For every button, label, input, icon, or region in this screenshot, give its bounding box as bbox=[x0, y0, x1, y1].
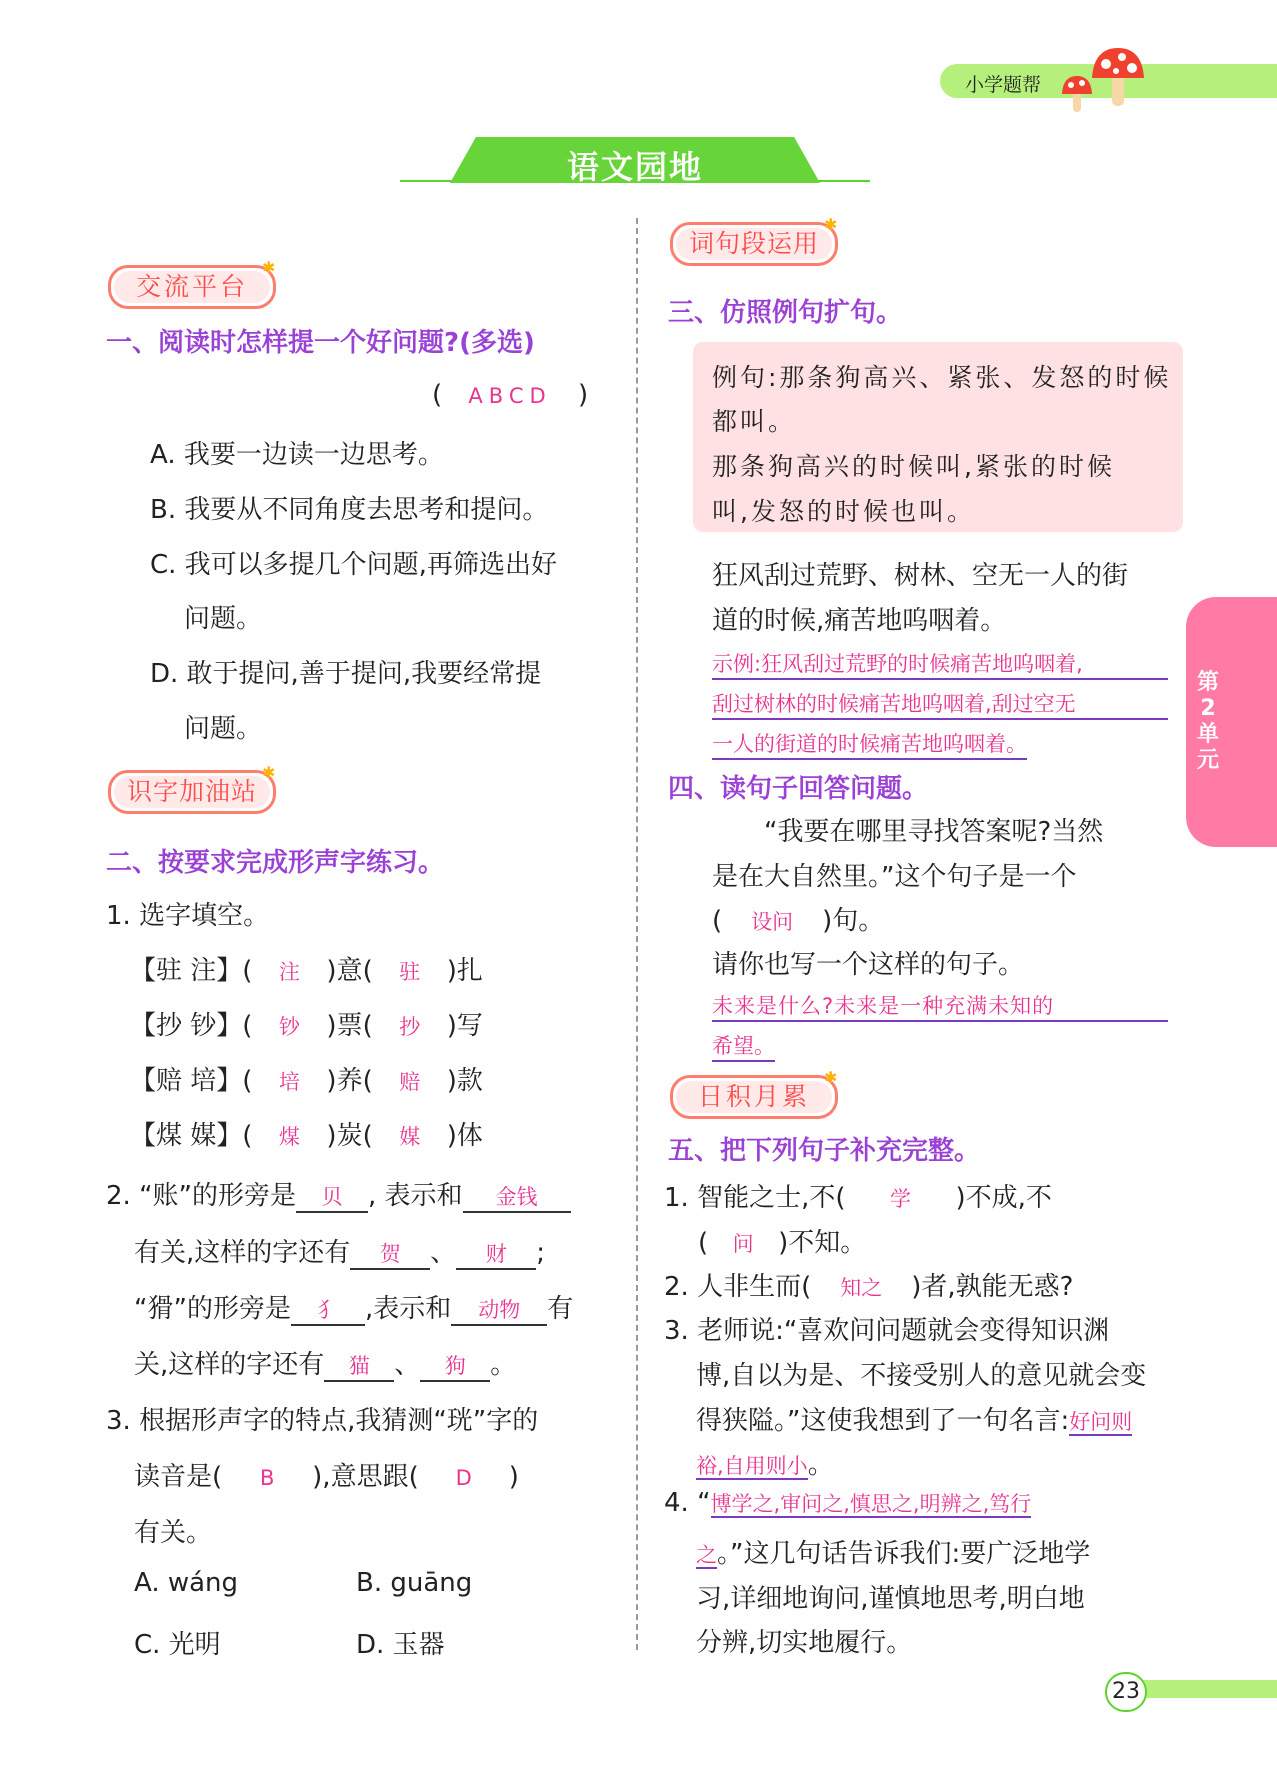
q3-sentence-line1: 狂风刮过荒野、树林、空无一人的街 bbox=[712, 561, 1129, 591]
q1-answer: ABCD bbox=[468, 384, 552, 408]
q1-option-c: C. 我可以多提几个问题,再筛选出好 bbox=[150, 550, 557, 580]
mushroom-icon bbox=[1090, 46, 1146, 108]
q2-part-3-line3: 有关。 bbox=[134, 1518, 213, 1548]
q2-row-2: 【抄 钞】( 钞 )票( 抄 )写 bbox=[130, 1011, 483, 1041]
brand-label: 小学题帮 bbox=[965, 74, 1042, 96]
q1-option-c-cont: 问题。 bbox=[184, 604, 263, 634]
q1-option-a: A. 我要一边读一边思考。 bbox=[150, 440, 444, 470]
q2-part-2-line2: 有关,这样的字还有 贺 、 财 ; bbox=[134, 1238, 546, 1268]
q2-part-3-line2: 读音是( B ),意思跟( D ) bbox=[134, 1462, 519, 1492]
q5-item-2: 2. 人非生而( 知之 )者,孰能无惑? bbox=[664, 1272, 1074, 1302]
q5-item-4-line1: 4. “博学之,审问之,慎思之,明辨之,笃行 bbox=[664, 1488, 1032, 1518]
question-3-title: 三、仿照例句扩句。 bbox=[668, 298, 903, 328]
section-label-daily: 日积月累 bbox=[670, 1075, 838, 1119]
example-line-3: 那条狗高兴的时候叫,紧张的时候 bbox=[712, 452, 1115, 481]
example-line-4: 叫,发怒的时候也叫。 bbox=[712, 497, 975, 526]
q3-sentence-line2: 道的时候,痛苦地呜咽着。 bbox=[712, 606, 1007, 636]
column-divider bbox=[636, 218, 638, 1650]
q4-line1: “我要在哪里寻找答案呢?当然 bbox=[764, 817, 1104, 847]
q4-answer-line1: 未来是什么?未来是一种充满未知的 bbox=[712, 990, 1168, 1022]
q2-part-2-line4: 关,这样的字还有 猫 、 狗 。 bbox=[134, 1350, 517, 1380]
q2-row-3: 【赔 培】( 培 )养( 赔 )款 bbox=[130, 1066, 483, 1096]
star-icon: ✱ bbox=[262, 258, 276, 277]
page-title: 语文园地 bbox=[566, 148, 703, 186]
q3-answer-line1: 示例:狂风刮过荒野的时候痛苦地呜咽着, bbox=[712, 648, 1168, 680]
example-line-2: 都叫。 bbox=[712, 407, 797, 436]
q5-item-4-line4: 分辨,切实地履行。 bbox=[696, 1628, 913, 1658]
q2-part-1: 1. 选字填空。 bbox=[106, 901, 270, 931]
question-2-title: 二、按要求完成形声字练习。 bbox=[106, 848, 445, 878]
q4-line3: ( 设问 )句。 bbox=[712, 906, 885, 936]
section-label-literacy: 识字加油站 bbox=[108, 770, 276, 814]
q2-option-c: C. 光明 bbox=[134, 1630, 221, 1660]
page-number: 23 bbox=[1105, 1672, 1147, 1712]
q1-option-d: D. 敢于提问,善于提问,我要经常提 bbox=[150, 659, 542, 689]
q2-option-d: D. 玉器 bbox=[356, 1630, 445, 1660]
q5-item-4-line3: 习,详细地询问,谨慎地思考,明白地 bbox=[696, 1584, 1085, 1614]
q2-row-1: 【驻 注】( 注 )意( 驻 )扎 bbox=[130, 956, 483, 986]
q5-item-3-line1: 3. 老师说:“喜欢问问题就会变得知识渊 bbox=[664, 1316, 1110, 1346]
q3-answer-line2: 刮过树林的时候痛苦地呜咽着,刮过空无 bbox=[712, 688, 1168, 720]
q2-option-b: B. guāng bbox=[356, 1568, 473, 1598]
q2-row-4: 【煤 媒】( 煤 )炭( 媒 )体 bbox=[130, 1121, 483, 1151]
q5-item-3-line4: 裕,自用则小。 bbox=[696, 1450, 834, 1480]
q1-option-b: B. 我要从不同角度去思考和提问。 bbox=[150, 495, 549, 525]
q2-part-2-line1: 2. “账”的形旁是 贝 , 表示和 金钱 bbox=[106, 1175, 571, 1213]
section-label-usage: 词句段运用 bbox=[670, 222, 838, 266]
q1-option-d-cont: 问题。 bbox=[184, 714, 263, 744]
q4-line2: 是在大自然里。”这个句子是一个 bbox=[712, 862, 1077, 892]
q1-answer-line: ( ABCD ) bbox=[432, 380, 589, 410]
q2-part-2-line3: “猾”的形旁是 犭 ,表示和 动物 有 bbox=[134, 1294, 574, 1324]
q5-item-3-line3: 得狭隘。”这使我想到了一句名言:好问则 bbox=[696, 1406, 1133, 1436]
question-4-title: 四、读句子回答问题。 bbox=[668, 774, 929, 804]
q4-answer-line2: 希望。 bbox=[712, 1030, 775, 1062]
unit-label: 第2单元 bbox=[1196, 670, 1219, 773]
star-icon: ✱ bbox=[824, 1068, 838, 1087]
star-icon: ✱ bbox=[262, 763, 276, 782]
q2-part-3-line1: 3. 根据形声字的特点,我猜测“珖”字的 bbox=[106, 1406, 539, 1436]
question-5-title: 五、把下列句子补充完整。 bbox=[668, 1136, 981, 1166]
q4-line4: 请你也写一个这样的句子。 bbox=[712, 950, 1025, 980]
small-mushroom-icon bbox=[1060, 74, 1094, 114]
q3-answer-line3: 一人的街道的时候痛苦地呜咽着。 bbox=[712, 728, 1027, 760]
example-line-1: 例句:那条狗高兴、紧张、发怒的时候 bbox=[712, 363, 1172, 392]
q5-item-4-line2: 之。”这几句话告诉我们:要广泛地学 bbox=[696, 1539, 1091, 1569]
q5-item-3-line2: 博,自以为是、不接受别人的意见就会变 bbox=[696, 1361, 1147, 1391]
star-icon: ✱ bbox=[824, 215, 838, 234]
q2-option-a: A. wáng bbox=[134, 1568, 239, 1598]
question-1-title: 一、阅读时怎样提一个好问题?(多选) bbox=[106, 328, 535, 358]
q5-item-1-line1: 1. 智能之士,不( 学 )不成,不 bbox=[664, 1183, 1052, 1213]
q5-item-1-line2: ( 问 )不知。 bbox=[698, 1228, 867, 1258]
section-label-exchange: 交流平台 bbox=[108, 265, 276, 309]
